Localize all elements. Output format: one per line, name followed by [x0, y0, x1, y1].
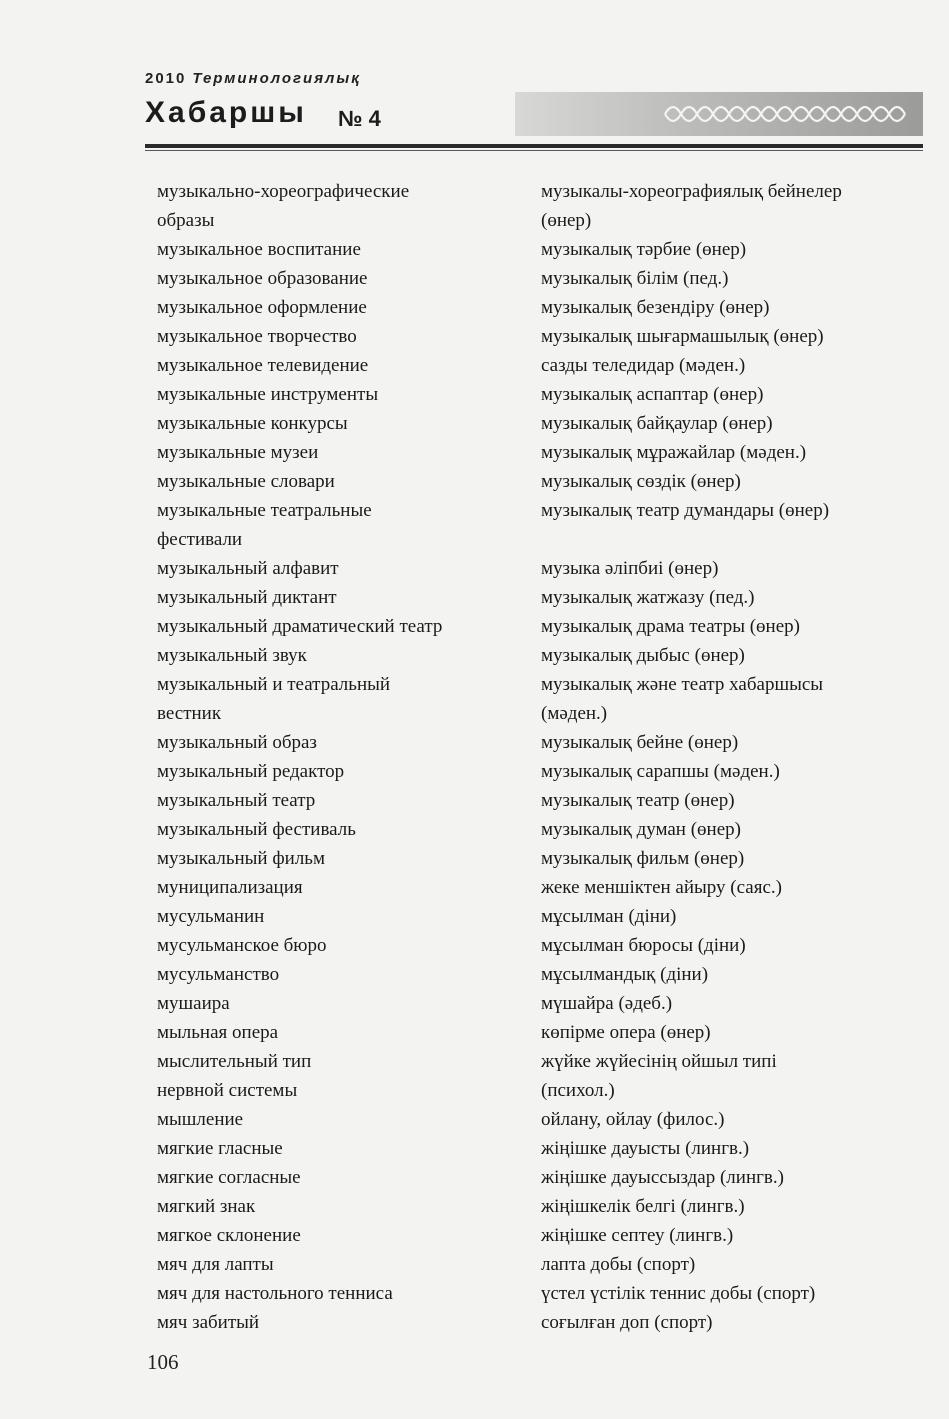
glossary-entry — [157, 902, 917, 931]
header-rule — [145, 144, 923, 148]
kazakh-term-line: музыкалық мұражайлар (мәден.) — [541, 442, 807, 463]
kazakh-term-line: музыкалық және театр хабаршысы — [541, 674, 824, 695]
russian-term — [157, 264, 541, 293]
kazakh-term — [541, 641, 917, 670]
ornament-band — [515, 92, 923, 136]
kazakh-term-line: музыкалық театр думандары (өнер) — [541, 500, 830, 521]
journal-title: Хабаршы — [145, 96, 307, 129]
russian-term — [157, 583, 541, 612]
kazakh-term-line: мұсылман бюросы (діни) — [541, 935, 746, 956]
glossary-entry — [157, 293, 917, 322]
russian-term-line: мяч для настольного тенниса — [157, 1283, 393, 1304]
kazakh-term — [541, 786, 917, 815]
kazakh-term-line: музыкалық білім (пед.) — [541, 268, 729, 289]
glossary-list — [157, 177, 917, 1337]
russian-term — [157, 409, 541, 438]
russian-term-line: мягкие согласные — [157, 1167, 301, 1188]
russian-term-line: музыкальное творчество — [157, 326, 357, 347]
kazakh-term-line: музыкалық фильм (өнер) — [541, 848, 745, 869]
russian-term-line: музыкальное воспитание — [157, 239, 361, 260]
russian-term — [157, 757, 541, 786]
glossary-entry — [157, 438, 917, 467]
russian-term-line: мягкие гласные — [157, 1138, 283, 1159]
kazakh-term — [541, 931, 917, 960]
kazakh-term — [541, 873, 917, 902]
kazakh-term-line: лапта добы (спорт) — [541, 1254, 696, 1275]
kazakh-term-line: музыкалық театр (өнер) — [541, 790, 735, 811]
kazakh-term — [541, 496, 917, 554]
russian-term-line: мяч забитый — [157, 1312, 260, 1333]
kazakh-term-line: мұсылмандық (діни) — [541, 964, 709, 985]
glossary-entry — [157, 873, 917, 902]
russian-term — [157, 670, 541, 728]
russian-term-line: музыкальное оформление — [157, 297, 367, 318]
kazakh-term-line: музыкалы-хореографиялық бейнелер — [541, 181, 842, 202]
header-rule-thin — [145, 150, 923, 151]
kazakh-term — [541, 554, 917, 583]
glossary-entry — [157, 1192, 917, 1221]
russian-term — [157, 873, 541, 902]
russian-term — [157, 612, 541, 641]
kazakh-term-line: музыкалық думан (өнер) — [541, 819, 741, 840]
russian-term-line: мягкий знак — [157, 1196, 256, 1217]
kazakh-term — [541, 1105, 917, 1134]
russian-term-line: фестивали — [157, 529, 243, 550]
kazakh-term-line: мұсылман (діни) — [541, 906, 677, 927]
journal-subtitle — [145, 70, 361, 87]
glossary-entry — [157, 583, 917, 612]
russian-term-line: музыкальные инструменты — [157, 384, 379, 405]
kazakh-term — [541, 264, 917, 293]
russian-term-line: мяч для лапты — [157, 1254, 274, 1275]
glossary-entry — [157, 1279, 917, 1308]
kazakh-term-line: үстел үстілік теннис добы (спорт) — [541, 1283, 816, 1304]
glossary-entry — [157, 264, 917, 293]
kazakh-term — [541, 728, 917, 757]
kazakh-term-line: жіңішкелік белгі (лингв.) — [541, 1196, 745, 1217]
russian-term — [157, 1221, 541, 1250]
russian-term-line: музыкальный диктант — [157, 587, 337, 608]
kazakh-term-line: (өнер) — [541, 210, 592, 231]
glossary-entry — [157, 989, 917, 1018]
russian-term-line: музыкальный театр — [157, 790, 316, 811]
glossary-entry — [157, 815, 917, 844]
russian-term — [157, 989, 541, 1018]
russian-term-line: музыкальный драматический театр — [157, 616, 443, 637]
kazakh-term — [541, 1308, 917, 1337]
russian-term — [157, 786, 541, 815]
kazakh-term — [541, 1134, 917, 1163]
kazakh-term — [541, 583, 917, 612]
glossary-entry — [157, 554, 917, 583]
russian-term-line: музыкальный образ — [157, 732, 317, 753]
kazakh-term — [541, 844, 917, 873]
russian-term — [157, 902, 541, 931]
russian-term — [157, 1105, 541, 1134]
russian-term — [157, 177, 541, 235]
kazakh-term — [541, 815, 917, 844]
kazakh-term — [541, 1221, 917, 1250]
russian-term — [157, 1279, 541, 1308]
glossary-entry — [157, 728, 917, 757]
russian-term — [157, 815, 541, 844]
glossary-entry — [157, 757, 917, 786]
russian-term-line: вестник — [157, 703, 222, 724]
glossary-entry — [157, 322, 917, 351]
kazakh-term — [541, 380, 917, 409]
russian-term — [157, 931, 541, 960]
russian-term-line: музыкальные театральные — [157, 500, 372, 521]
russian-term — [157, 728, 541, 757]
kazakh-term — [541, 351, 917, 380]
glossary-entry — [157, 960, 917, 989]
glossary-entry — [157, 351, 917, 380]
russian-term — [157, 496, 541, 554]
kazakh-term-line: сазды теледидар (мәден.) — [541, 355, 746, 376]
russian-term-line: музыкальный алфавит — [157, 558, 339, 579]
glossary-entry — [157, 467, 917, 496]
glossary-entry — [157, 380, 917, 409]
russian-term — [157, 554, 541, 583]
russian-term-line: музыкальный фильм — [157, 848, 325, 869]
kazakh-term — [541, 1250, 917, 1279]
journal-header — [145, 70, 923, 160]
russian-term — [157, 322, 541, 351]
glossary-entry — [157, 409, 917, 438]
russian-term — [157, 438, 541, 467]
kazakh-term — [541, 177, 917, 235]
kazakh-term-line: музыкалық тәрбие (өнер) — [541, 239, 747, 260]
kazakh-term-line: жіңішке дауыссыздар (лингв.) — [541, 1167, 784, 1188]
russian-term — [157, 1018, 541, 1047]
kazakh-term — [541, 670, 917, 728]
russian-term-line: музыкальные конкурсы — [157, 413, 348, 434]
page-number: 106 — [147, 1350, 179, 1374]
glossary-entry — [157, 1250, 917, 1279]
glossary-entry — [157, 1047, 917, 1105]
russian-term — [157, 1192, 541, 1221]
kazakh-term — [541, 1163, 917, 1192]
glossary-entry — [157, 786, 917, 815]
kazakh-term — [541, 1018, 917, 1047]
glossary-entry — [157, 1018, 917, 1047]
kazakh-term-line: жіңішке дауысты (лингв.) — [541, 1138, 750, 1159]
russian-term — [157, 641, 541, 670]
kazakh-term-line: музыкалық байқаулар (өнер) — [541, 413, 773, 434]
issue-number: № 4 — [338, 106, 381, 131]
russian-term-line: мушаира — [157, 993, 230, 1014]
glossary-entry — [157, 612, 917, 641]
kazakh-term-line: музыкалық драма театры (өнер) — [541, 616, 800, 637]
kazakh-term-line: музыкалық дыбыс (өнер) — [541, 645, 745, 666]
journal-year: 2010 — [145, 70, 187, 87]
kazakh-term — [541, 757, 917, 786]
russian-term — [157, 1163, 541, 1192]
russian-term-line: музыкально-хореографические — [157, 181, 410, 202]
russian-term — [157, 235, 541, 264]
russian-term — [157, 293, 541, 322]
russian-term — [157, 960, 541, 989]
ornament-pattern-icon — [515, 92, 923, 136]
kazakh-term-line: музыкалық жатжазу (пед.) — [541, 587, 755, 608]
russian-term-line: музыкальное образование — [157, 268, 368, 289]
glossary-entry — [157, 641, 917, 670]
russian-term-line: музыкальный фестиваль — [157, 819, 356, 840]
russian-term-line: мусульманин — [157, 906, 265, 927]
kazakh-term — [541, 612, 917, 641]
kazakh-term — [541, 1047, 917, 1105]
russian-term-line: мышление — [157, 1109, 244, 1130]
russian-term-line: музыкальный и театральный — [157, 674, 391, 695]
glossary-entry — [157, 670, 917, 728]
kazakh-term — [541, 438, 917, 467]
glossary-entry — [157, 1105, 917, 1134]
glossary-entry — [157, 1308, 917, 1337]
russian-term-line: музыкальные музеи — [157, 442, 319, 463]
russian-term-line: муниципализация — [157, 877, 303, 898]
kazakh-term — [541, 322, 917, 351]
kazakh-term-line: ойлану, ойлау (филос.) — [541, 1109, 725, 1130]
kazakh-term-line: (мәден.) — [541, 703, 608, 724]
russian-term-line: музыкальное телевидение — [157, 355, 369, 376]
russian-term-line: нервной системы — [157, 1080, 298, 1101]
kazakh-term — [541, 1279, 917, 1308]
kazakh-term-line: музыкалық аспаптар (өнер) — [541, 384, 764, 405]
russian-term — [157, 380, 541, 409]
kazakh-term-line: музыкалық сөздік (өнер) — [541, 471, 741, 492]
russian-term-line: образы — [157, 210, 215, 231]
kazakh-term-line: музыкалық сарапшы (мәден.) — [541, 761, 780, 782]
kazakh-term-line: мүшайра (әдеб.) — [541, 993, 673, 1014]
russian-term-line: мыльная опера — [157, 1022, 279, 1043]
russian-term-line: музыкальные словари — [157, 471, 335, 492]
glossary-entry — [157, 177, 917, 235]
russian-term — [157, 1134, 541, 1163]
kazakh-term-line: соғылған доп (спорт) — [541, 1312, 713, 1333]
journal-term: Терминологиялық — [192, 70, 361, 87]
glossary-entry — [157, 235, 917, 264]
kazakh-term — [541, 293, 917, 322]
kazakh-term-line: (психол.) — [541, 1080, 615, 1101]
glossary-entry — [157, 844, 917, 873]
kazakh-term — [541, 902, 917, 931]
russian-term — [157, 1047, 541, 1105]
russian-term-line: музыкальный звук — [157, 645, 307, 666]
russian-term-line: мусульманское бюро — [157, 935, 327, 956]
russian-term-line: мыслительный тип — [157, 1051, 312, 1072]
kazakh-term — [541, 467, 917, 496]
russian-term-line: мусульманство — [157, 964, 280, 985]
glossary-entry — [157, 1163, 917, 1192]
kazakh-term-line: жіңішке септеу (лингв.) — [541, 1225, 734, 1246]
russian-term — [157, 1250, 541, 1279]
glossary-entry — [157, 496, 917, 554]
kazakh-term-line: музыкалық безендіру (өнер) — [541, 297, 770, 318]
glossary-entry — [157, 1134, 917, 1163]
kazakh-term — [541, 409, 917, 438]
russian-term — [157, 844, 541, 873]
glossary-entry — [157, 931, 917, 960]
russian-term — [157, 467, 541, 496]
russian-term-line: музыкальный редактор — [157, 761, 345, 782]
kazakh-term-line: музыкалық бейне (өнер) — [541, 732, 739, 753]
kazakh-term-line: жеке меншіктен айыру (саяс.) — [541, 877, 782, 898]
kazakh-term — [541, 235, 917, 264]
russian-term-line: мягкое склонение — [157, 1225, 301, 1246]
russian-term — [157, 351, 541, 380]
kazakh-term-line: музыкалық шығармашылық (өнер) — [541, 326, 824, 347]
kazakh-term — [541, 960, 917, 989]
glossary-entry — [157, 1221, 917, 1250]
russian-term — [157, 1308, 541, 1337]
kazakh-term — [541, 989, 917, 1018]
kazakh-term-line: музыка әліпбиі (өнер) — [541, 558, 719, 579]
kazakh-term — [541, 1192, 917, 1221]
kazakh-term-line: жүйке жүйесінің ойшыл типі — [541, 1051, 777, 1072]
kazakh-term-line: көпірме опера (өнер) — [541, 1022, 711, 1043]
